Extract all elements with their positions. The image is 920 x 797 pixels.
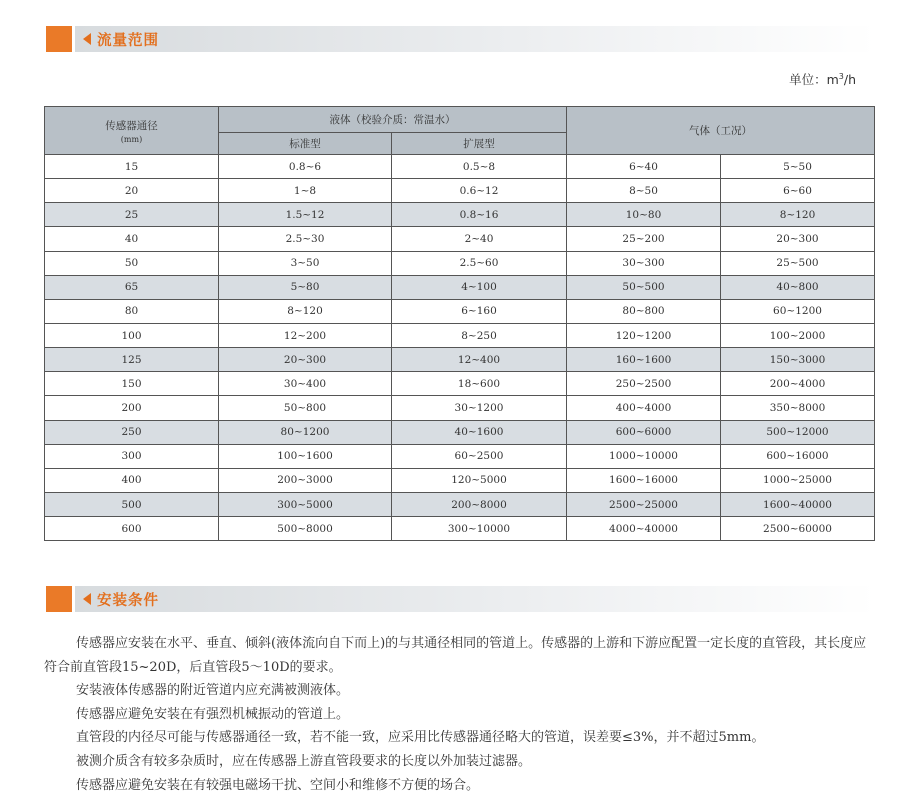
table-cell: 0.8~16 — [392, 203, 567, 227]
table-cell: 1000~10000 — [567, 444, 721, 468]
table-cell: 125 — [45, 348, 219, 372]
table-cell: 600~16000 — [721, 444, 875, 468]
table-cell: 30~300 — [567, 251, 721, 275]
table-cell: 150~3000 — [721, 348, 875, 372]
table-cell: 2500~25000 — [567, 492, 721, 516]
table-cell: 2.5~30 — [219, 227, 392, 251]
table-cell: 200~3000 — [219, 468, 392, 492]
table-cell: 0.5~8 — [392, 155, 567, 179]
table-cell: 40~800 — [721, 275, 875, 299]
table-cell: 120~5000 — [392, 468, 567, 492]
table-cell: 4~100 — [392, 275, 567, 299]
table-cell: 250~2500 — [567, 372, 721, 396]
table-row — [45, 299, 875, 323]
table-cell: 2~40 — [392, 227, 567, 251]
table-cell: 5~80 — [219, 275, 392, 299]
table-cell: 4000~40000 — [567, 517, 721, 541]
table-cell: 6~160 — [392, 299, 567, 323]
table-cell: 8~250 — [392, 323, 567, 347]
table-row — [45, 348, 875, 372]
table-cell: 300~10000 — [392, 517, 567, 541]
table-cell: 6~60 — [721, 179, 875, 203]
header-gas: 气体（工况） — [567, 107, 875, 155]
table-cell: 40~1600 — [392, 420, 567, 444]
table-cell: 8~120 — [721, 203, 875, 227]
table-cell: 160~1600 — [567, 348, 721, 372]
table-row — [45, 179, 875, 203]
table-cell: 6~40 — [567, 155, 721, 179]
table-row — [45, 396, 875, 420]
table-cell: 100 — [45, 323, 219, 347]
table-cell: 50~500 — [567, 275, 721, 299]
table-cell: 0.6~12 — [392, 179, 567, 203]
table-cell: 15 — [45, 155, 219, 179]
flow-range-table — [44, 106, 875, 541]
table-cell: 12~400 — [392, 348, 567, 372]
table-cell: 250 — [45, 420, 219, 444]
unit-label: 单位：$m^3/h$ — [789, 71, 856, 87]
table-cell: 100~1600 — [219, 444, 392, 468]
table-cell: 25 — [45, 203, 219, 227]
section-bar — [75, 586, 876, 612]
install-paragraph: 被测介质含有较多杂质时，应在传感器上游直管段要求的长度以外加装过滤器。 — [76, 753, 532, 769]
table-row — [45, 372, 875, 396]
table-row — [45, 444, 875, 468]
table-cell: 500 — [45, 492, 219, 516]
table-row — [45, 227, 875, 251]
header-liquid-extended: 扩展型 — [392, 133, 567, 155]
table-cell: 25~200 — [567, 227, 721, 251]
triangle-left-icon — [83, 593, 91, 605]
table-cell: 80~1200 — [219, 420, 392, 444]
table-cell: 50~800 — [219, 396, 392, 420]
table-cell: 500~8000 — [219, 517, 392, 541]
table-cell: 10~80 — [567, 203, 721, 227]
install-conditions-text — [44, 632, 874, 797]
table-cell: 1600~40000 — [721, 492, 875, 516]
table-cell: 30~400 — [219, 372, 392, 396]
table-cell: 80~800 — [567, 299, 721, 323]
table-cell: 0.8~6 — [219, 155, 392, 179]
orange-block — [46, 26, 72, 52]
table-row — [45, 155, 875, 179]
table-cell: 50 — [45, 251, 219, 275]
orange-block — [46, 586, 72, 612]
table-cell: 400~4000 — [567, 396, 721, 420]
table-cell: 1600~16000 — [567, 468, 721, 492]
table-cell: 500~12000 — [721, 420, 875, 444]
section-header-flow-range — [46, 26, 876, 52]
install-paragraph: 传感器应安装在水平、垂直、倾斜(液体流向自下而上)的与其通径相同的管道上。传感器的上游和下游应配置一定长度的直管段，其长度应符合前直管段15~20D，后直管段5～10D的要求。 — [44, 636, 867, 675]
table-cell: 1000~25000 — [721, 468, 875, 492]
table-cell: 1.5~12 — [219, 203, 392, 227]
section-header-install — [46, 586, 876, 612]
table-cell: 18~600 — [392, 372, 567, 396]
section-bar — [75, 26, 876, 52]
table-cell: 12~200 — [219, 323, 392, 347]
table-cell: 3~50 — [219, 251, 392, 275]
table-body — [45, 155, 875, 541]
header-liquid: 液体（校验介质：常温水） — [219, 107, 567, 133]
table-cell: 20 — [45, 179, 219, 203]
table-cell: 200~8000 — [392, 492, 567, 516]
table-row — [45, 492, 875, 516]
table-cell: 600~6000 — [567, 420, 721, 444]
table-row — [45, 468, 875, 492]
table-cell: 60~2500 — [392, 444, 567, 468]
table-row — [45, 275, 875, 299]
table-row — [45, 517, 875, 541]
table-cell: 65 — [45, 275, 219, 299]
table-cell: 2.5~60 — [392, 251, 567, 275]
header-caliber: 传感器通径 (mm) — [45, 107, 219, 155]
section-title: 安装条件 — [97, 592, 159, 609]
table-cell: 25~500 — [721, 251, 875, 275]
table-cell: 150 — [45, 372, 219, 396]
table-cell: 20~300 — [219, 348, 392, 372]
table-cell: 300~5000 — [219, 492, 392, 516]
table-row — [45, 251, 875, 275]
table-cell: 1~8 — [219, 179, 392, 203]
table-cell: 30~1200 — [392, 396, 567, 420]
table-row — [45, 420, 875, 444]
table-cell: 200 — [45, 396, 219, 420]
triangle-left-icon — [83, 33, 91, 45]
table-row — [45, 203, 875, 227]
table-cell: 300 — [45, 444, 219, 468]
table-cell: 80 — [45, 299, 219, 323]
table-cell: 20~300 — [721, 227, 875, 251]
table-cell: 60~1200 — [721, 299, 875, 323]
table-cell: 350~8000 — [721, 396, 875, 420]
table-cell: 100~2000 — [721, 323, 875, 347]
table-cell: 120~1200 — [567, 323, 721, 347]
table-cell: 200~4000 — [721, 372, 875, 396]
install-paragraph: 直管段的内径尽可能与传感器通径一致，若不能一致，应采用比传感器通径略大的管道，误差要≤3%，并不超过5mm。 — [76, 730, 765, 746]
table-cell: 5~50 — [721, 155, 875, 179]
install-paragraph: 传感器应避免安装在有较强电磁场干扰、空间小和维修不方便的场合。 — [76, 777, 480, 793]
table-cell: 8~50 — [567, 179, 721, 203]
install-paragraph: 安装液体传感器的附近管道内应充满被测液体。 — [76, 683, 350, 699]
table-row — [45, 323, 875, 347]
table-cell: 600 — [45, 517, 219, 541]
table-cell: 40 — [45, 227, 219, 251]
install-paragraph: 传感器应避免安装在有强烈机械振动的管道上。 — [76, 706, 350, 722]
header-liquid-standard: 标准型 — [219, 133, 392, 155]
table-cell: 400 — [45, 468, 219, 492]
table-cell: 8~120 — [219, 299, 392, 323]
section-title: 流量范围 — [97, 32, 159, 49]
table-cell: 2500~60000 — [721, 517, 875, 541]
